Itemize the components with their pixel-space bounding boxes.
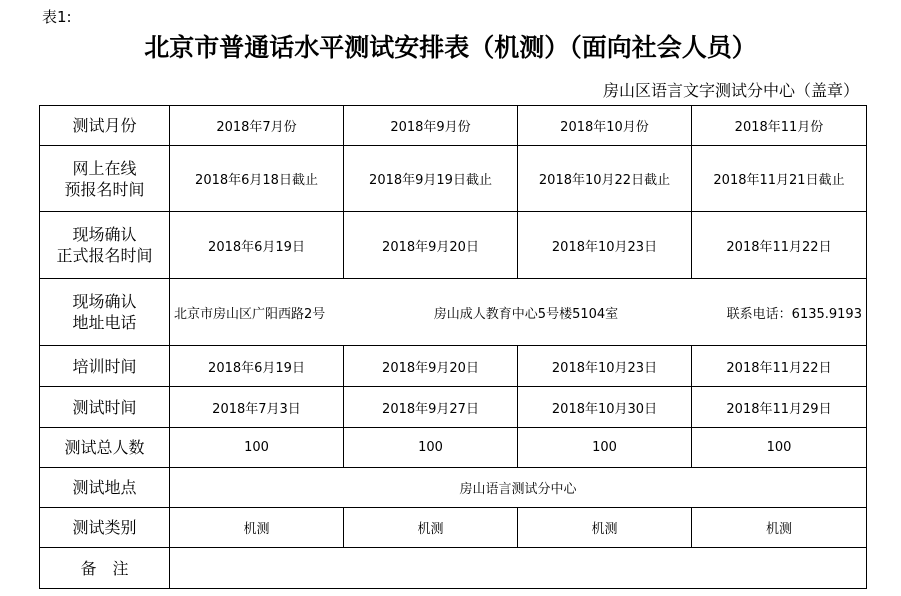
row-header-test-time: 测试时间 [40,387,170,428]
table-cell: 2018年10月份 [518,106,692,146]
phone-text: 联系电话：6135.9193 [726,306,862,322]
table-row-test-time [40,387,867,428]
row-header-total: 测试总人数 [40,428,170,468]
table-cell: 2018年10月23日 [518,212,692,279]
table-row-address-phone [40,279,867,346]
table-cell: 2018年9月27日 [344,387,518,428]
table-cell: 机测 [170,508,344,548]
table-cell: 2018年11月22日 [692,212,867,279]
table-cell: 2018年9月19日截止 [344,146,518,212]
table-cell: 100 [518,428,692,468]
table-cell: 2018年10月22日截止 [518,146,692,212]
page-title: 北京市普通话水平测试安排表（机测）（面向社会人员） [144,33,757,62]
table-cell: 2018年10月23日 [518,346,692,387]
venue-text: 房山成人教育中心5号楼5104室 [433,306,619,322]
table-row-online-registration [40,146,867,212]
row-header-type: 测试类别 [40,508,170,548]
table-row-location [40,468,867,508]
table-cell: 机测 [344,508,518,548]
table-cell: 2018年11月份 [692,106,867,146]
row-header-remark: 备 注 [40,548,170,589]
table-row-training [40,346,867,387]
row-header-month: 测试月份 [40,106,170,146]
table-cell: 2018年9月份 [344,106,518,146]
row-header-line: 现场确认 [72,292,137,311]
remark-cell [170,548,867,589]
address-cell [170,279,867,346]
table-cell: 2018年6月18日截止 [170,146,344,212]
table-cell: 100 [692,428,867,468]
table-cell: 机测 [692,508,867,548]
row-header-online-registration [40,146,170,212]
table-cell: 2018年6月19日 [170,346,344,387]
table-row-type [40,508,867,548]
table-cell: 100 [344,428,518,468]
table-cell: 2018年7月份 [170,106,344,146]
table-cell: 2018年9月20日 [344,346,518,387]
table-cell: 2018年10月30日 [518,387,692,428]
table-row-month [40,106,867,146]
row-header-training: 培训时间 [40,346,170,387]
schedule-table [39,105,867,589]
row-header-line: 正式报名时间 [56,246,153,265]
table-cell: 2018年11月21日截止 [692,146,867,212]
table-row-total [40,428,867,468]
table-cell: 100 [170,428,344,468]
address-text: 北京市房山区广阳西路2号 [174,306,326,322]
table-cell: 2018年11月22日 [692,346,867,387]
table-cell: 2018年7月3日 [170,387,344,428]
location-cell: 房山语言测试分中心 [170,468,867,508]
row-header-line: 预报名时间 [64,179,145,199]
table-cell: 2018年6月19日 [170,212,344,279]
table-cell: 2018年9月20日 [344,212,518,279]
row-header-location: 测试地点 [40,468,170,508]
table-cell: 2018年11月29日 [692,387,867,428]
row-header-line: 现场确认 [72,225,137,244]
row-header-onsite-confirmation [40,212,170,279]
organizer-seal-text: 房山区语言文字测试分中心（盖章） [602,81,859,100]
row-header-address-phone [40,279,170,346]
row-header-line: 地址电话 [72,313,137,332]
row-header-line: 网上在线 [72,158,137,178]
table-caption: 表1: [42,8,72,26]
table-cell: 机测 [518,508,692,548]
table-row-remark [40,548,867,589]
table-row-onsite-confirmation [40,212,867,279]
